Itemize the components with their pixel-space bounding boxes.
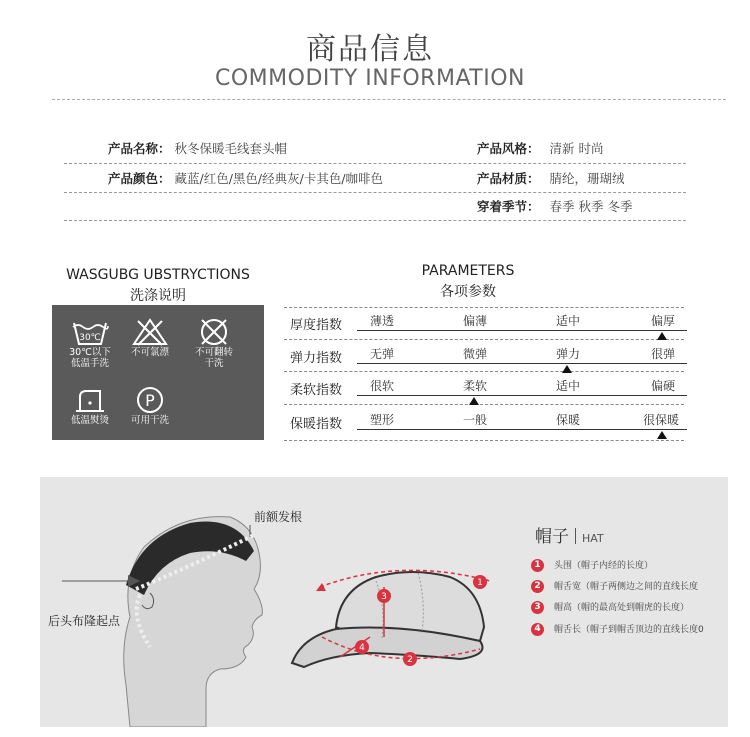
parameter-option: 塑形: [370, 413, 395, 427]
low-iron-icon: [70, 385, 110, 415]
parameter-option: 很弹: [651, 347, 676, 361]
wash-item: [62, 385, 118, 426]
cap-marker-3: 3: [381, 592, 387, 602]
parameter-scale-line: [357, 395, 687, 396]
no-bleach-icon: [130, 317, 170, 347]
info-season-key: 穿着季节：: [477, 199, 540, 214]
no-tumble-dry-icon: [194, 317, 234, 347]
parameter-option: 适中: [556, 379, 581, 393]
dry-clean-icon: [130, 385, 170, 415]
parameters-title-cn: 各项参数: [440, 284, 496, 300]
legend-item: [531, 558, 653, 574]
hat-title: [535, 522, 604, 547]
wash-label: 不可氯漂: [130, 347, 169, 358]
legend-item: [531, 579, 698, 595]
parameter-scale-line: [357, 330, 687, 331]
legend-number: 1: [531, 559, 544, 572]
parameter-option: 无弹: [370, 347, 395, 361]
wash-label: 低温熨烫: [70, 415, 109, 426]
info-material-value: 腈纶，珊瑚绒: [549, 171, 625, 186]
info-divider: [64, 192, 686, 193]
parameter-option: 微弹: [463, 347, 488, 361]
info-material-row: [477, 166, 625, 192]
legend-text: 头围（帽子内经的长度）: [554, 561, 654, 571]
parameter-selected-marker: [469, 397, 479, 405]
parameter-selected-marker: [657, 431, 667, 439]
legend-text: 帽舌长（帽子到帽舌顶边的直线长度0: [554, 625, 704, 635]
parameter-scale-line: [357, 363, 687, 364]
wash-item: [186, 317, 242, 369]
hat-title-cn: 帽子: [535, 527, 569, 547]
legend-item: [531, 622, 704, 638]
parameter-name: 保暖指数: [290, 417, 343, 432]
parameter-option: 柔软: [463, 379, 488, 393]
wash-30-icon: [70, 317, 110, 347]
parameter-option: 一般: [463, 413, 488, 427]
legend-text: 帽舌宽（帽子两侧边之间的直线长度: [554, 582, 699, 592]
wash-item: [122, 385, 178, 426]
parameter-scale-line: [357, 429, 687, 430]
wash-label: 不可翻转 干洗: [194, 347, 233, 369]
wash-item: [122, 317, 178, 358]
info-colors-row: [108, 166, 383, 192]
info-name-value: 秋冬保暖毛线套头帽: [174, 141, 288, 156]
parameter-divider: [284, 339, 684, 340]
parameter-name: 弹力指数: [290, 351, 343, 366]
parameter-option: 弹力: [556, 347, 581, 361]
cap-marker-1: 1: [477, 578, 483, 588]
info-colors-key: 产品颜色：: [108, 171, 171, 186]
info-season-value: 春季 秋季 冬季: [549, 199, 633, 214]
page-subtitle: COMMODITY INFORMATION: [215, 66, 525, 91]
parameter-option: 偏厚: [651, 314, 676, 328]
info-style-row: [477, 136, 603, 162]
info-name-row: [108, 136, 287, 162]
cap-diagram-icon: [292, 570, 490, 667]
parameter-selected-marker: [657, 332, 667, 340]
hat-title-separator: [575, 528, 576, 544]
parameter-divider: [284, 440, 684, 441]
info-divider: [64, 163, 686, 164]
parameters-title-en: PARAMETERS: [421, 263, 515, 279]
callout-back-head: 后头布隆起点: [48, 614, 121, 628]
info-style-value: 清新 时尚: [549, 141, 604, 156]
info-divider: [64, 220, 686, 221]
info-season-row: [477, 194, 632, 220]
washing-title-cn: 洗涤说明: [130, 288, 186, 304]
wash-item: [62, 317, 118, 369]
callout-forehead: 前额发根: [254, 510, 303, 524]
washing-panel: [52, 305, 264, 440]
info-style-key: 产品风格：: [477, 141, 540, 156]
hat-title-en: HAT: [582, 532, 604, 545]
parameter-selected-marker: [562, 365, 572, 373]
legend-number: 4: [531, 623, 544, 636]
legend-text: 帽高（帽的最高处到帽虎的长度）: [554, 603, 690, 613]
parameter-option: 很保暖: [643, 413, 680, 427]
cap-marker-4: 4: [359, 643, 365, 653]
parameter-divider: [284, 404, 684, 405]
legend-item: [531, 600, 689, 616]
parameter-option: 适中: [556, 314, 581, 328]
parameter-option: 薄透: [370, 314, 395, 328]
info-material-key: 产品材质：: [477, 171, 540, 186]
washing-title-en: WASGUBG UBSTRYCTIONS: [66, 267, 250, 283]
legend-number: 3: [531, 601, 544, 614]
cap-marker-2: 2: [407, 655, 413, 665]
parameter-name: 厚度指数: [290, 318, 343, 333]
wash-30-badge: 30℃: [79, 333, 101, 343]
info-name-key: 产品名称：: [108, 141, 171, 156]
parameter-option: 偏薄: [463, 314, 488, 328]
parameter-divider: [284, 371, 684, 372]
parameter-name: 柔软指数: [290, 383, 343, 398]
parameter-option: 保暖: [556, 413, 581, 427]
parameter-option: 很软: [370, 379, 395, 393]
parameter-divider: [284, 307, 684, 308]
info-colors-value: 藏蓝/红色/黑色/经典灰/卡其色/咖啡色: [174, 171, 384, 186]
page-title: 商品信息: [306, 32, 434, 67]
dry-clean-badge: P: [145, 391, 155, 410]
wash-label: 可用干洗: [130, 415, 169, 426]
parameter-option: 偏硬: [651, 379, 676, 393]
legend-number: 2: [531, 580, 544, 593]
header-divider: [52, 99, 726, 100]
wash-label: 30℃以下 低温手洗: [69, 347, 111, 369]
